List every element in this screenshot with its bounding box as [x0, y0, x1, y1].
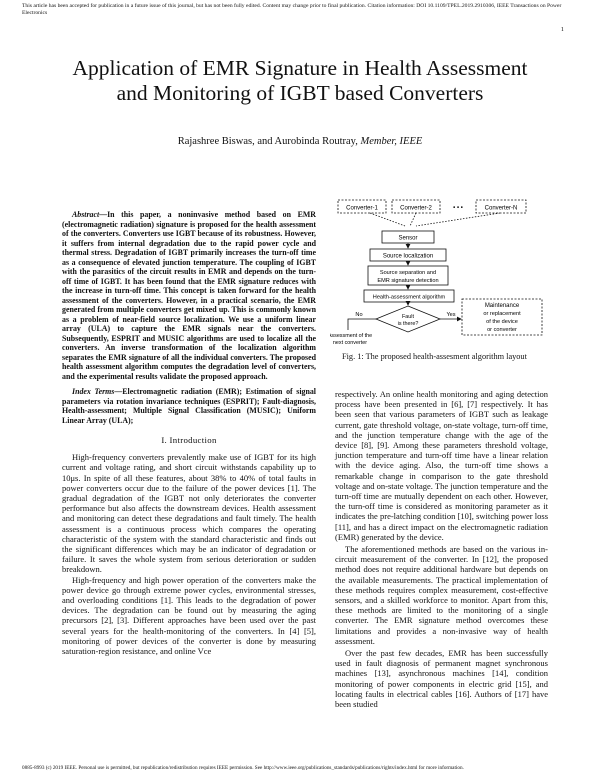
- abstract-text: —In this paper, a noninvasive method based on EMR (electromagnetic radiation) signature is proposed for the health assessment of the converters. Converters use IGBT because of its robustness. However, it suffers from internal degradation due to the rapid power cycle and thermal stress. Degradation of IGBT primarily increases the turn-off time as a consequence of elevated junction temperature. The coupling of IGBT with the parasitics of the circuit results in EMR and depends on the turn-off time of IGBT. It has been found that the EMR signature reduces with the increase in turn-off time. This concept is taken forward for the health assessment of the converters. However, in a practical scenario, the EMR generated from multiple converters get mixed up. This is commonly known as a problem of near-field source localization. We use a uniform linear array (ULA) to capture the EMR signals near the converters. Subsequently, ESPRIT and MUSIC algorithms are used to localize all the converters. An inverse transformation of the localization algorithm separates the EMR signature of all the individual converters. The proposed health assessment algorithm computes the degradation level of converters, and the experimental results validate the proposed approach.: [62, 210, 316, 381]
- health-assessment-label: Health-assessment algorithm: [372, 294, 446, 301]
- author-names: Rajashree Biswas, and Aurobinda Routray,: [177, 136, 358, 147]
- index-terms-label: Index Terms: [72, 387, 115, 396]
- right-paragraph-3: Over the past few decades, EMR has been successfully used in fault diagnosis of permanent magnet synchronous machines [13], asynchronous machines [14], condition monitoring of power components in electric grid [15], and locating faults in electrical cables [16]. Authors of [17] have been studied: [335, 648, 548, 710]
- source-separation-label-1: Source separation and: [379, 270, 437, 276]
- source-separation-label-2: EMR signature detection: [377, 278, 439, 284]
- no-branch-label: No: [355, 312, 363, 318]
- next-converter-label-2: next converter: [332, 340, 368, 346]
- decision-label-2: is there?: [397, 321, 419, 327]
- section-heading-introduction: I. Introduction: [161, 435, 217, 445]
- paper-title: Application of EMR Signature in Health Assessment and Monitoring of IGBT based Converters: [72, 56, 528, 105]
- right-column: [335, 389, 548, 709]
- converter-dots: • • •: [453, 205, 463, 212]
- figure-flowchart: [330, 194, 556, 352]
- right-paragraph-2: The aforementioned methods are based on the various in-circuit measurement of the converter. In [12], the proposed method does not require additional hardware but depends on the available measurements. The practical implementation of these methods requires complex measurement, cost-effective sensors, and a skilled workforce to monitor. Apart from this, these methods are limited to the monitoring of a single converter. The EMR signature method overcomes these limitations and provides a non-invasive way of health assessment.: [335, 544, 548, 646]
- left-column: [62, 210, 316, 656]
- author-role: Member, IEEE: [360, 136, 423, 147]
- right-paragraph-1: respectively. An online health monitoring and aging detection process have been presented in [6], [7] respectively. It has been seen that various parameters of IGBT such as leakage current, gate threshold voltage, on-state voltage, turn-off time, and the junction temperature change with the age of the device [8], [9]. Among these parameters threshold voltage, junction temperature and turn-off time have a linear relation with the device aging. Also, the turn-off time shows a remarkable change in comparison to the gate threshold voltage and on-state voltage. The junction temperature and the turn-off time are mutually dependent on each other. However, the turn-off time is considered as monitoring parameter as it indicates the pre-latching condition [10], switching power loss [11], and has a direct impact on the electromagnetic radiation (EMR) generated by the device.: [335, 389, 548, 542]
- index-terms-text: —Electromagnetic radiation (EMR); Estimation of signal parameters via rotation invariance techniques (ESPRIT); Fault-diagnosis, Health-assessment; Multiple Signal Classification (MUSIC); Uniform Linear Array (ULA);: [62, 387, 317, 425]
- yes-branch-label: Yes: [446, 312, 456, 318]
- maintenance-label-2: or replacement: [483, 311, 521, 317]
- next-converter-label-1: Assessment of the: [330, 333, 373, 339]
- converter-2-label: Converter-2: [400, 205, 432, 212]
- decision-label-1: Fault: [402, 314, 414, 320]
- converter-n-label: Converter-N: [484, 205, 518, 212]
- abstract-label: Abstract: [72, 210, 100, 219]
- abstract: [62, 210, 316, 381]
- converter-1-label: Converter-1: [346, 205, 378, 212]
- page-number: 1: [560, 26, 564, 33]
- source-localization-label: Source localization: [382, 253, 434, 260]
- maintenance-label-4: or converter: [487, 327, 517, 333]
- maintenance-label-3: of the device: [486, 319, 518, 325]
- sensor-label: Sensor: [398, 235, 418, 242]
- intro-paragraph-1: High-frequency converters prevalently make use of IGBT for its high current and voltage rating, and short circuit withstands capability up to 10μs. In spite of all these features, about 38% to 40% of total faults in power converters occur due to the failure of the power devices [1]. The gradual degradation of the IGBT not only deteriorates the converter performance but also affects the downstream devices. Health assessment and monitoring can detect these degradations and fault timely. The health assessment is a continuous process which compares the operating characteristic of the system with the standard characteristic and finds out the significant differences which may be an indicator of degradation or failure. It saves the whole system from serious deterioration or sudden breakdown.: [62, 452, 316, 575]
- index-terms: [62, 387, 316, 425]
- author-line: [60, 136, 540, 147]
- journal-banner: This article has been accepted for publication in a future issue of this journal, but has not been fully edited. Content may change prior to final publication. Citation information: DOI 10.1109/TPEL.2019.2910306, IEEE Transactions on Power Electronics: [22, 3, 562, 17]
- figure-caption: Fig. 1: The proposed health-assesment algorithm layout: [342, 352, 527, 361]
- maintenance-label-1: Maintenance: [484, 303, 520, 309]
- intro-paragraph-2: High-frequency and high power operation of the converters make the power device go through extreme power cycles, environmental stresses, and overloading conditions [1]. This leads to the degradation of power devices. The degradation can be found out by measuring the aging precursors [2], [3]. Different approaches have been used over the past several years for the health-monitoring of the converters. In [4] [5], monitoring of power devices of the converter is done by measuring saturation-region resistance, and online Vce: [62, 574, 316, 657]
- copyright-footer: 0885-8993 (c) 2019 IEEE. Personal use is permitted, but republication/redistribution requires IEEE permission. See http://www.ieee.org/publications_standards/publications/rights/index.html for more information.: [22, 765, 464, 771]
